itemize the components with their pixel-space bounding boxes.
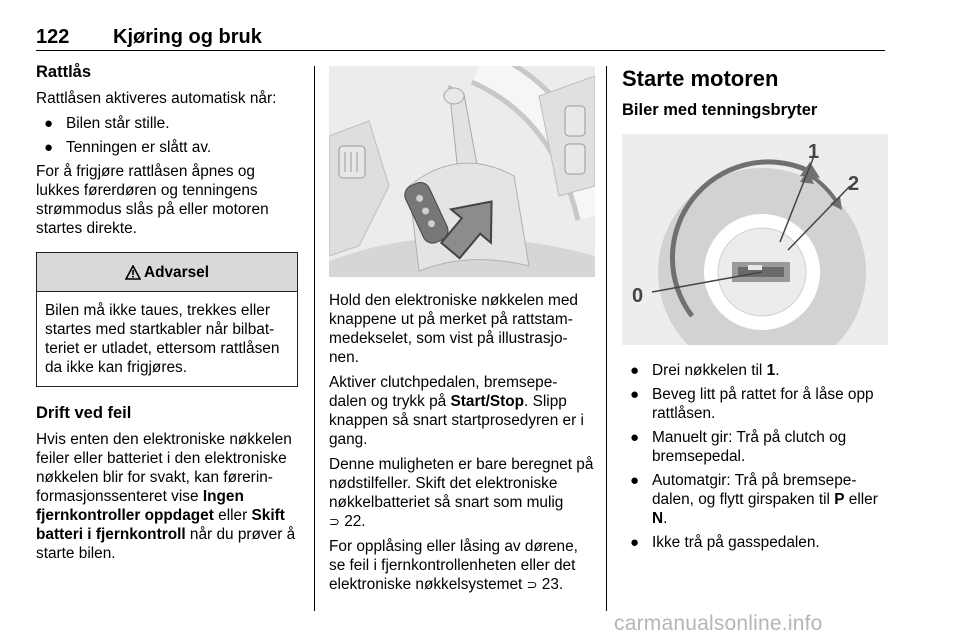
subheading-ignition: Biler med tenningsbryter	[622, 101, 818, 119]
door-lock-paragraph: For opplåsing eller låsing av dørene, se feil i fjernkontrollenheten eller det elektroniske nøkkelsystemet ⊃ 23.	[329, 538, 578, 593]
chapter-title: Kjøring og bruk	[113, 26, 262, 48]
section-heading-start-engine: Starte motoren	[622, 66, 779, 91]
list-item: ● Bilen står stille.	[44, 115, 170, 132]
list-item: ● Beveg litt på rattet for å låse opp rattlåsen.	[630, 386, 874, 422]
list-item: ● Automatgir: Trå på bremsepe-dalen, og flytt girspaken til P eller N.	[630, 472, 878, 527]
key-slot-figure	[329, 66, 595, 277]
fault-paragraph: Hvis enten den elektroniske nøkkelen feiler eller batteriet i den elektroniske nøkkelen blir for svakt, kan førerin-formasjonssenteret vise Ingen fjernkontroller oppdaget eller Skift batteri i fjernkontroll når du prøver å starte bilen.	[36, 431, 296, 562]
ignition-switch-illustration	[622, 134, 888, 345]
position-label-0: 0	[632, 285, 644, 307]
list-item: ● Tenningen er slått av.	[44, 139, 212, 156]
column-2	[329, 62, 595, 600]
page-ref-icon: ⊃	[526, 577, 538, 592]
start-stop-label: Start/Stop	[450, 393, 525, 410]
emergency-paragraph: Denne muligheten er bare beregnet på nødstilfeller. Skift det elektroniske nøkkelbatteriet så snart som mulig ⊃ 22.	[329, 456, 594, 530]
ignition-figure	[622, 134, 888, 345]
release-paragraph: For å frigjøre rattlåsen åpnes og lukkes førerdøren og tenningens strømmodus slås på eller motoren startes direkte.	[36, 163, 269, 237]
bullet-icon: ●	[630, 472, 640, 489]
position-label-2: 2	[848, 173, 860, 195]
bullet-icon: ●	[44, 139, 54, 156]
page-number: 122	[36, 26, 70, 48]
header-rule	[36, 50, 885, 51]
column-1	[36, 62, 298, 569]
bullet-list-lock	[36, 114, 298, 157]
hold-key-paragraph: Hold den elektroniske nøkkelen med knappene ut på merket på rattstam-medekselet, som vist på illustrasjo-nen.	[329, 292, 578, 366]
page-ref-link[interactable]: 22.	[344, 513, 366, 530]
list-item: ● Ikke trå på gasspedalen.	[630, 534, 820, 551]
bullet-list-start	[622, 361, 888, 552]
column-divider-2	[606, 66, 607, 611]
key-slot-illustration	[329, 66, 595, 277]
section-heading-rattlas: Rattlås	[36, 63, 92, 81]
page-header	[36, 26, 885, 50]
page-ref-link[interactable]: 23.	[541, 576, 564, 593]
warning-triangle-icon	[125, 265, 141, 280]
list-item: ● Manuelt gir: Trå på clutch og bremsepedal.	[630, 429, 847, 465]
watermark: carmanualsonline.info	[614, 612, 823, 635]
message-no-remote: Ingen fjernkontroller oppdaget	[36, 488, 244, 524]
page-ref-icon: ⊃	[329, 514, 340, 529]
bullet-icon: ●	[630, 362, 640, 379]
column-divider-1	[314, 66, 315, 611]
warning-box	[36, 252, 298, 387]
section-heading-fault: Drift ved feil	[36, 404, 132, 422]
bullet-icon: ●	[630, 534, 640, 551]
column-3	[622, 62, 888, 557]
clutch-paragraph: Aktiver clutchpedalen, bremsepe-dalen og trykk på Start/Stop. Slipp knappen så snart startprosedyren er i gang.	[329, 374, 584, 448]
intro-text: Rattlåsen aktiveres automatisk når:	[36, 90, 277, 107]
position-label-1: 1	[808, 141, 820, 163]
warning-header	[37, 253, 297, 292]
message-change-battery: Skift batteri i fjernkontroll	[36, 507, 285, 543]
bullet-icon: ●	[630, 386, 640, 403]
list-item: ● Drei nøkkelen til 1.	[630, 362, 780, 379]
warning-text: Bilen må ikke taues, trekkes eller startes med startkabler når bilbat-teriet er utladet, ettersom rattlåsen da ikke kan frigjøres.	[45, 302, 280, 376]
bullet-icon: ●	[630, 429, 640, 446]
warning-title: Advarsel	[143, 263, 210, 281]
bullet-icon: ●	[44, 115, 54, 132]
